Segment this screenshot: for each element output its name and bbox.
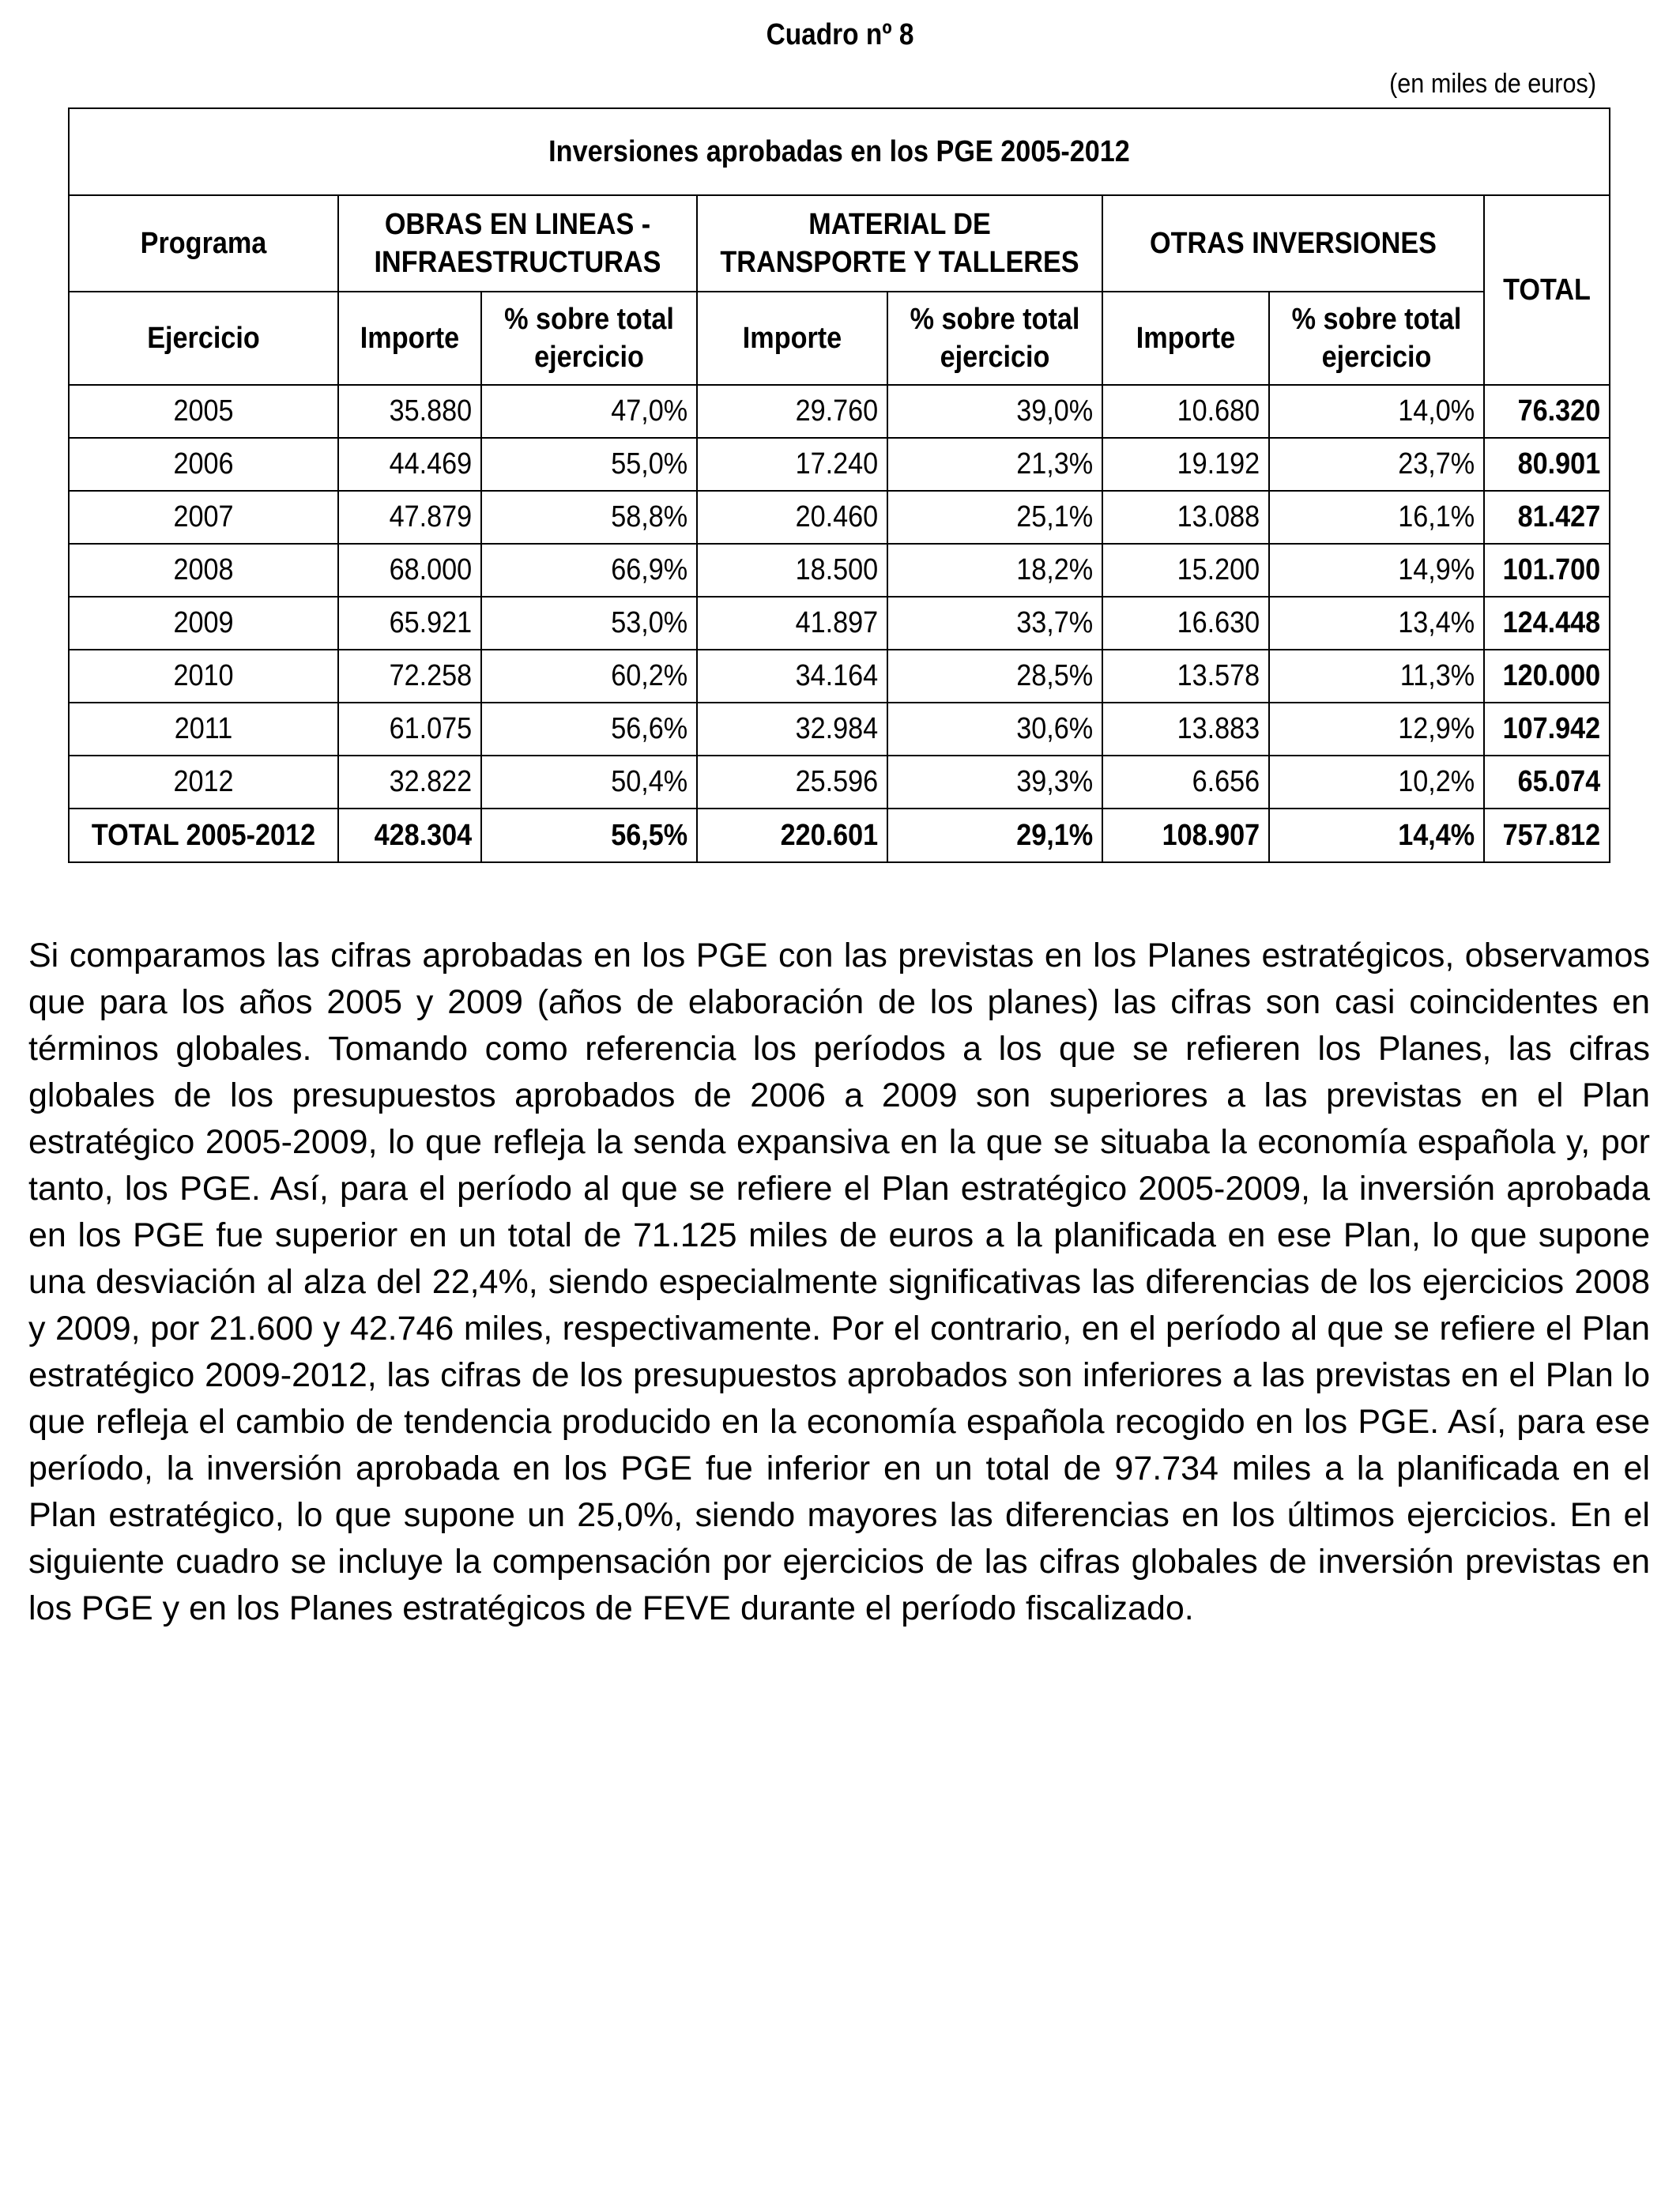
cell-material-importe: 32.984 — [697, 703, 887, 756]
total-grand: 757.812 — [1484, 809, 1610, 862]
cell-year: 2008 — [69, 544, 338, 597]
cell-obras-importe: 32.822 — [338, 756, 481, 809]
header-obras-importe: Importe — [338, 292, 481, 385]
cell-otras-importe: 13.578 — [1102, 650, 1269, 703]
cell-otras-pct: 23,7% — [1269, 438, 1484, 491]
cell-otras-importe: 13.883 — [1102, 703, 1269, 756]
total-material-importe: 220.601 — [697, 809, 887, 862]
cell-year: 2006 — [69, 438, 338, 491]
cell-otras-pct: 14,9% — [1269, 544, 1484, 597]
table-row — [69, 438, 1610, 491]
cell-total: 107.942 — [1484, 703, 1610, 756]
total-material-pct: 29,1% — [887, 809, 1102, 862]
cell-year: 2011 — [69, 703, 338, 756]
cell-obras-pct: 55,0% — [481, 438, 697, 491]
table-title: Inversiones aprobadas en los PGE 2005-2012 — [69, 108, 1610, 195]
total-otras-importe: 108.907 — [1102, 809, 1269, 862]
header-ejercicio: Ejercicio — [69, 292, 338, 385]
header-otras-pct: % sobre total ejercicio — [1269, 292, 1484, 385]
cell-obras-pct: 66,9% — [481, 544, 697, 597]
cell-obras-pct: 56,6% — [481, 703, 697, 756]
cell-obras-pct: 58,8% — [481, 491, 697, 544]
table-row — [69, 650, 1610, 703]
cell-otras-importe: 19.192 — [1102, 438, 1269, 491]
cell-total: 65.074 — [1484, 756, 1610, 809]
header-material-importe: Importe — [697, 292, 887, 385]
cell-material-pct: 39,3% — [887, 756, 1102, 809]
header-otras: OTRAS INVERSIONES — [1102, 195, 1484, 292]
cell-year: 2009 — [69, 597, 338, 650]
cell-otras-pct: 12,9% — [1269, 703, 1484, 756]
cell-total: 81.427 — [1484, 491, 1610, 544]
cell-material-pct: 33,7% — [887, 597, 1102, 650]
cell-otras-pct: 13,4% — [1269, 597, 1484, 650]
cell-otras-importe: 6.656 — [1102, 756, 1269, 809]
cell-total: 124.448 — [1484, 597, 1610, 650]
header-obras-pct: % sobre total ejercicio — [481, 292, 697, 385]
table-row — [69, 491, 1610, 544]
cell-material-pct: 18,2% — [887, 544, 1102, 597]
investment-table — [68, 107, 1610, 863]
units-note: (en miles de euros) — [1389, 69, 1596, 99]
cell-otras-pct: 14,0% — [1269, 385, 1484, 438]
total-otras-pct: 14,4% — [1269, 809, 1484, 862]
total-label: TOTAL 2005-2012 — [69, 809, 338, 862]
cell-obras-importe: 68.000 — [338, 544, 481, 597]
cell-total: 76.320 — [1484, 385, 1610, 438]
cell-year: 2010 — [69, 650, 338, 703]
cell-material-pct: 39,0% — [887, 385, 1102, 438]
total-obras-pct: 56,5% — [481, 809, 697, 862]
cell-material-pct: 30,6% — [887, 703, 1102, 756]
cell-material-importe: 41.897 — [697, 597, 887, 650]
table-row — [69, 756, 1610, 809]
table-row — [69, 544, 1610, 597]
table-row — [69, 385, 1610, 438]
cell-otras-importe: 16.630 — [1102, 597, 1269, 650]
cell-material-importe: 25.596 — [697, 756, 887, 809]
header-material-pct: % sobre total ejercicio — [887, 292, 1102, 385]
table-total-row — [69, 809, 1610, 862]
header-total: TOTAL — [1484, 195, 1610, 385]
header-material: MATERIAL DE TRANSPORTE Y TALLERES — [697, 195, 1102, 292]
cell-material-importe: 18.500 — [697, 544, 887, 597]
header-obras: OBRAS EN LINEAS - INFRAESTRUCTURAS — [338, 195, 697, 292]
table-title-row — [69, 108, 1610, 195]
table-row — [69, 703, 1610, 756]
cell-obras-importe: 61.075 — [338, 703, 481, 756]
total-obras-importe: 428.304 — [338, 809, 481, 862]
cell-obras-importe: 65.921 — [338, 597, 481, 650]
cell-obras-pct: 60,2% — [481, 650, 697, 703]
cell-total: 120.000 — [1484, 650, 1610, 703]
cell-otras-pct: 11,3% — [1269, 650, 1484, 703]
cell-obras-importe: 44.469 — [338, 438, 481, 491]
cell-material-importe: 17.240 — [697, 438, 887, 491]
cell-otras-importe: 10.680 — [1102, 385, 1269, 438]
cell-otras-importe: 13.088 — [1102, 491, 1269, 544]
header-otras-importe: Importe — [1102, 292, 1269, 385]
cell-material-pct: 21,3% — [887, 438, 1102, 491]
header-row-programs — [69, 195, 1610, 292]
cell-obras-pct: 47,0% — [481, 385, 697, 438]
cell-material-importe: 34.164 — [697, 650, 887, 703]
cell-material-pct: 25,1% — [887, 491, 1102, 544]
cell-obras-pct: 50,4% — [481, 756, 697, 809]
cell-otras-pct: 10,2% — [1269, 756, 1484, 809]
table-row — [69, 597, 1610, 650]
cell-material-importe: 29.760 — [697, 385, 887, 438]
body-paragraph: Si comparamos las cifras aprobadas en los PGE con las previstas en los Planes estratégicos, observamos que para los años 2005 y 2009 (años de elaboración de los planes) las cifras son casi coincidentes en términos globales. Tomando como referencia los períodos a los que se refieren los Planes, las cifras globales de los presupuestos aprobados de 2006 a 2009 son superiores a las previstas en el Plan estratégico 2005-2009, lo que refleja la senda expansiva en la que se situaba la economía española y, por tanto, los PGE. Así, para el período al que se refiere el Plan estratégico 2005-2009, la inversión aprobada en los PGE fue superior en un total de 71.125 miles de euros a la planificada en ese Plan, lo que supone una desviación al alza del 22,4%, siendo especialmente significativas las diferencias de los ejercicios 2008 y 2009, por 21.600 y 42.746 miles, respectivamente. Por el contrario, en el período al que se refiere el Plan estratégico 2009-2012, las cifras de los presupuestos aprobados son inferiores a las previstas en el Plan lo que refleja el cambio de tendencia producido en la economía española recogido en los PGE. Así, para ese período, la inversión aprobada en los PGE fue inferior en un total de 97.734 miles a la planificada en el Plan estratégico, lo que supone un 25,0%, siendo mayores las diferencias en los últimos ejercicios. En el siguiente cuadro se incluye la compensación por ejercicios de las cifras globales de inversión previstas en los PGE y en los Planes estratégicos de FEVE durante el período fiscalizado. — [28, 937, 1650, 1627]
cell-otras-importe: 15.200 — [1102, 544, 1269, 597]
header-row-columns — [69, 292, 1610, 385]
cell-otras-pct: 16,1% — [1269, 491, 1484, 544]
cell-obras-importe: 72.258 — [338, 650, 481, 703]
cell-total: 80.901 — [1484, 438, 1610, 491]
cell-material-importe: 20.460 — [697, 491, 887, 544]
cell-obras-importe: 47.879 — [338, 491, 481, 544]
cell-obras-pct: 53,0% — [481, 597, 697, 650]
header-programa: Programa — [69, 195, 338, 292]
cell-total: 101.700 — [1484, 544, 1610, 597]
cell-year: 2012 — [69, 756, 338, 809]
cell-obras-importe: 35.880 — [338, 385, 481, 438]
table-caption: Cuadro nº 8 — [766, 18, 914, 51]
cell-material-pct: 28,5% — [887, 650, 1102, 703]
cell-year: 2005 — [69, 385, 338, 438]
cell-year: 2007 — [69, 491, 338, 544]
